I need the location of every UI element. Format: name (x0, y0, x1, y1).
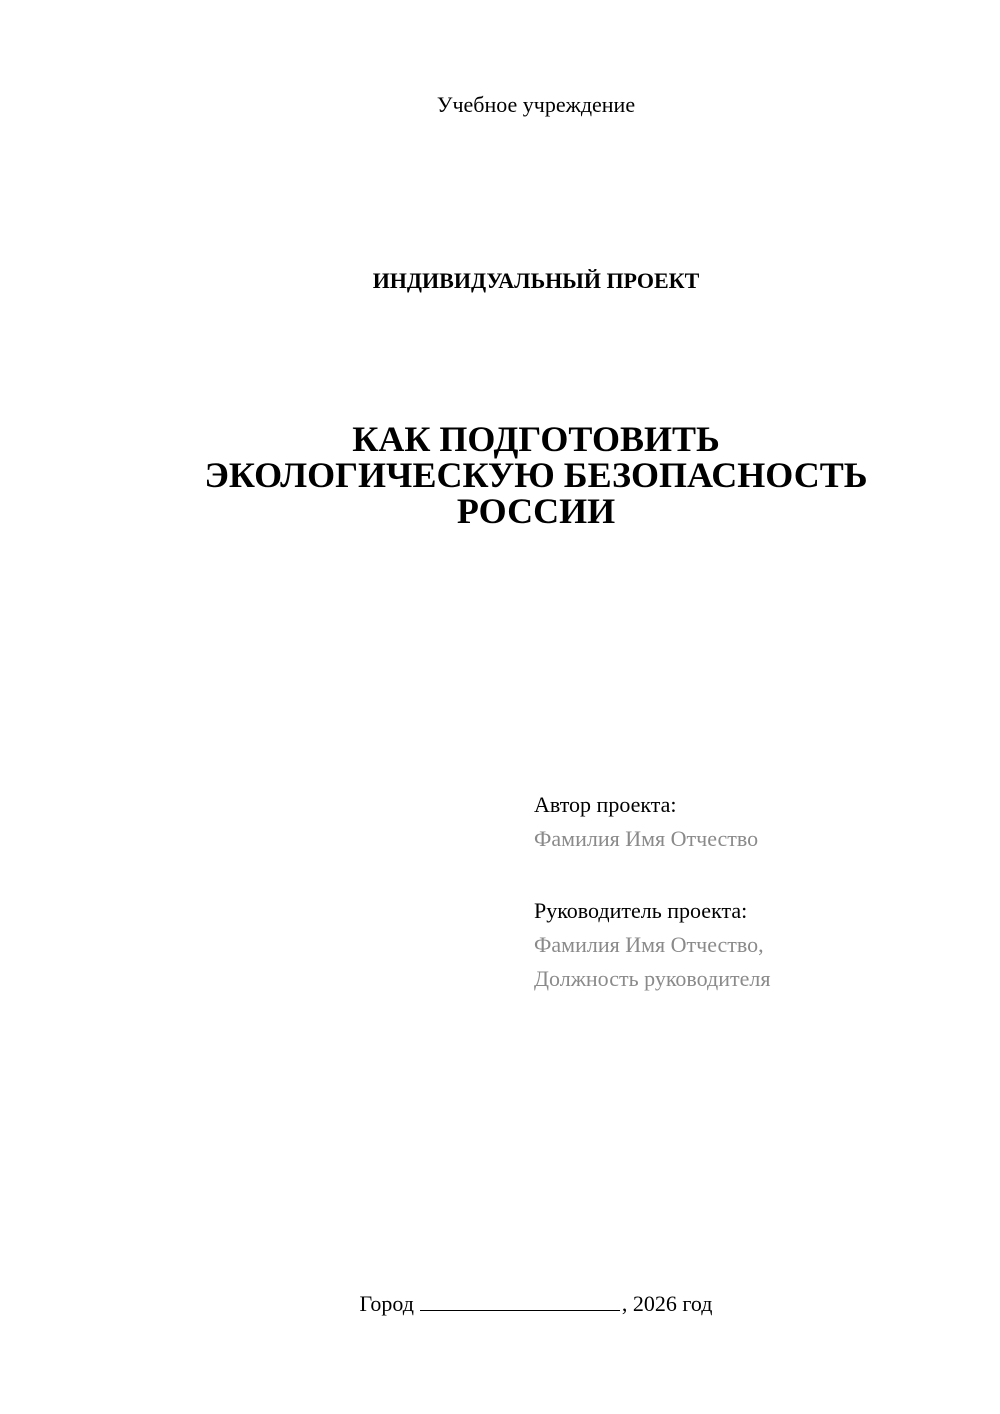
supervisor-name-placeholder: Фамилия Имя Отчество, (534, 932, 764, 957)
supervisor-label: Руководитель проекта: (534, 898, 748, 923)
project-title-line: КАК ПОДГОТОВИТЬ (352, 419, 720, 459)
project-info-block (534, 788, 974, 996)
institution-name: Учебное учреждение (436, 92, 636, 117)
document-type: ИНДИВИДУАЛЬНЫЙ ПРОЕКТ (372, 268, 700, 293)
author-name-placeholder: Фамилия Имя Отчество (534, 826, 759, 851)
project-title-line: ЭКОЛОГИЧЕСКУЮ БЕЗОПАСНОСТЬ (204, 455, 868, 495)
project-title (0, 421, 1000, 529)
city-year-line (0, 1289, 1000, 1319)
city-label: Город (359, 1291, 414, 1316)
author-label: Автор проекта: (534, 792, 677, 817)
project-title-line: РОССИИ (456, 491, 616, 531)
info-spacer (534, 856, 974, 894)
year-text: , 2026 год (621, 1291, 713, 1316)
city-blank-line (420, 1290, 620, 1311)
supervisor-position-placeholder: Должность руководителя (534, 966, 771, 991)
